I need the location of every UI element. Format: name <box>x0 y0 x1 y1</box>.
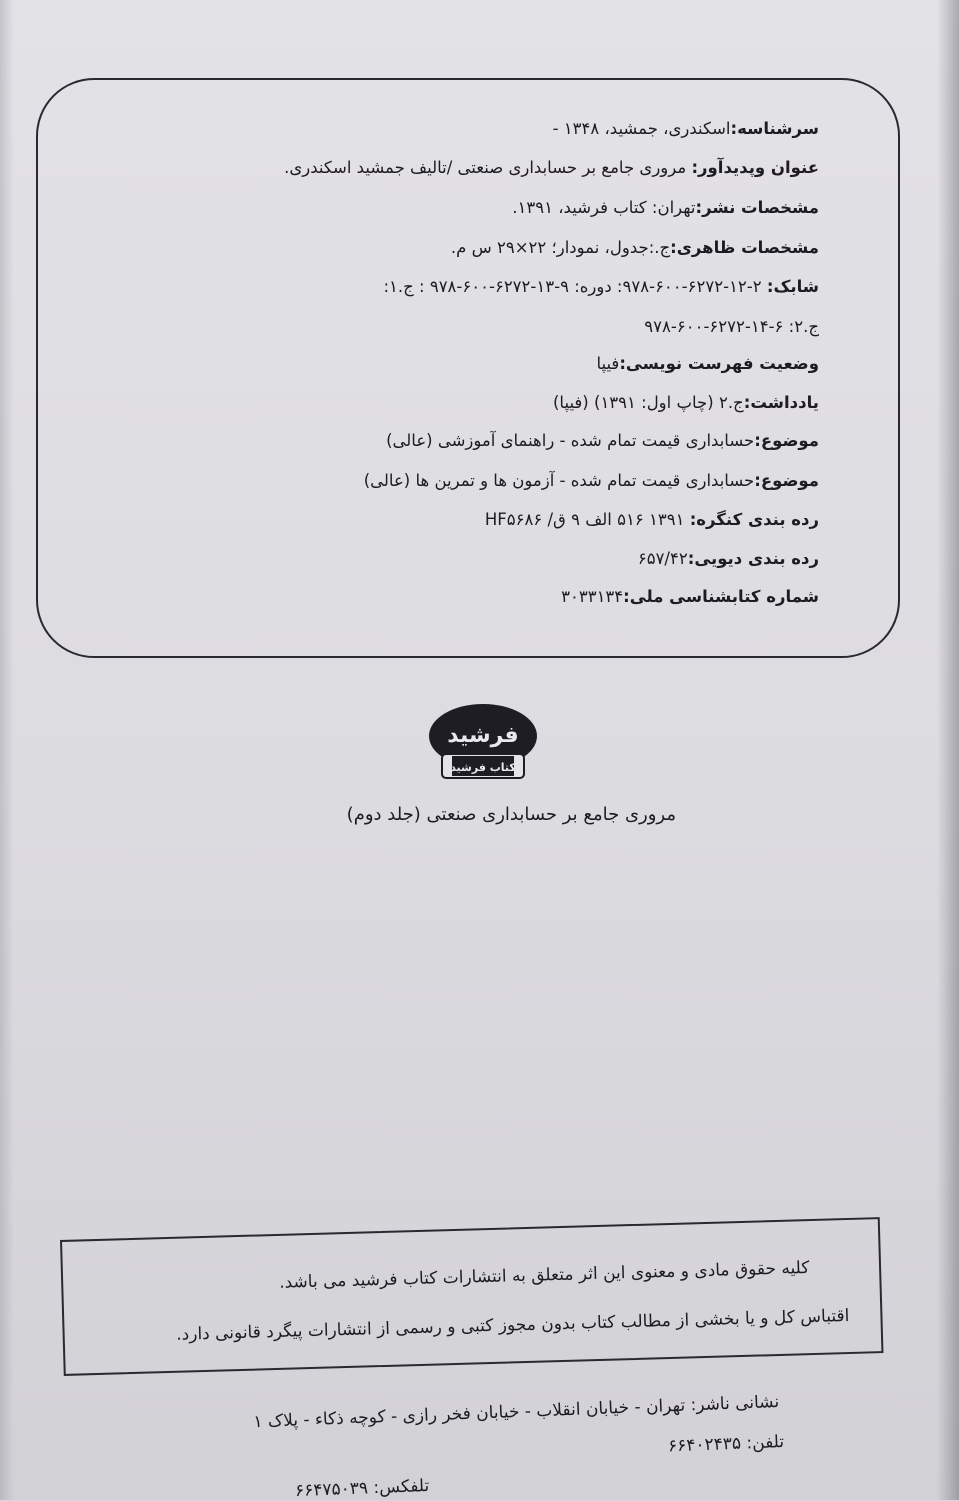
cip-line-label: شابک: <box>766 277 819 296</box>
cip-line-value: حسابداری قیمت تمام شده - آزمون ها و تمرین ها (عالی) <box>363 471 755 490</box>
cip-line-value: ۲-۱۲-۶۲۷۲-۶۰۰-۹۷۸: دوره: ۹-۱۳-۶۲۷۲-۶۰۰-۹۷۸ : ج.۱: <box>383 277 767 296</box>
cip-line <box>644 316 819 338</box>
cip-line <box>553 392 819 414</box>
logo-mark-text: فرشید <box>447 723 519 748</box>
page-edge-shadow-right <box>937 0 959 1500</box>
copyright-line-2: اقتباس کل و یا بخشی از مطالب کتاب بدون مجوز کتبی و رسمی از انتشارات پیگرد قانونی دارد. <box>175 1306 850 1345</box>
logo-caption: کتاب فرشید <box>450 761 516 774</box>
cip-line-label: مشخصات ظاهری: <box>670 238 819 257</box>
publisher-fax: تلفکس: ۶۶۴۷۵۰۳۹ <box>294 1476 430 1501</box>
cip-line <box>638 548 819 570</box>
cip-line-label: رده بندی دیویی: <box>687 549 819 568</box>
cip-line <box>561 586 819 608</box>
cip-line <box>383 276 819 298</box>
cip-line-value: مروری جامع بر حسابداری صنعتی /تالیف جمشید اسکندری. <box>284 158 692 177</box>
cip-line-value: حسابداری قیمت تمام شده - راهنمای آموزشی (عالی) <box>386 431 755 450</box>
cip-line <box>364 470 819 492</box>
cip-line-label: رده بندی کنگره: <box>689 510 819 529</box>
cip-line-value: ۳۰۳۳۱۳۴ <box>561 587 624 606</box>
publisher-phone: تلفن: ۶۶۴۰۲۴۳۵ <box>667 1432 785 1457</box>
publisher-logo <box>424 700 542 784</box>
cip-line-value: فیپا <box>596 354 620 373</box>
cip-line-label: یادداشت: <box>743 393 819 412</box>
cip-line-label: سرشناسه: <box>730 119 819 138</box>
copyright-box <box>60 1217 883 1376</box>
cip-line-label: عنوان وپدیدآور: <box>691 158 819 177</box>
cip-line <box>284 157 819 179</box>
cip-line-value: تهران: کتاب فرشید، ۱۳۹۱. <box>512 198 696 217</box>
publisher-address: نشانی ناشر: تهران - خیابان انقلاب - خیابان فخر رازی - کوچه ذکاء - پلاک ۱ <box>252 1392 780 1433</box>
cip-line-value: ج.۲: ۶-۱۴-۶۲۷۲-۶۰۰-۹۷۸ <box>644 317 819 336</box>
cip-line-label: موضوع: <box>754 471 819 490</box>
page-edge-shadow-left <box>0 0 14 1500</box>
cip-line-label: موضوع: <box>754 431 819 450</box>
cip-line-label: شماره کتابشناسی ملی: <box>623 587 819 606</box>
cip-line <box>485 509 819 531</box>
cip-line-label: وضعیت فهرست نویسی: <box>619 354 819 373</box>
cip-line-label: مشخصات نشر: <box>695 198 819 217</box>
cip-line-value: ۱۳۹۱ ۵۱۶ الف ۹ ق/ HF۵۶۸۶ <box>484 510 690 529</box>
cip-line <box>451 237 819 259</box>
book-title: مروری جامع بر حسابداری صنعتی (جلد دوم) <box>346 804 676 825</box>
cip-line <box>386 430 819 452</box>
cip-line <box>512 197 819 219</box>
cip-line <box>596 353 819 375</box>
cip-line-value: ۶۵۷/۴۲ <box>637 549 688 568</box>
cip-line-value: ج.:جدول، نمودار؛ ۲۲×۲۹ س م. <box>450 238 671 257</box>
cip-line <box>553 118 819 140</box>
cip-line-value: ج.۲ (چاپ اول: ۱۳۹۱) (فیپا) <box>553 393 744 412</box>
copyright-line-1: کلیه حقوق مادی و معنوی این اثر متعلق به انتشارات کتاب فرشید می باشد. <box>278 1258 810 1293</box>
cip-line-value: اسکندری، جمشید، ۱۳۴۸ - <box>552 119 731 138</box>
